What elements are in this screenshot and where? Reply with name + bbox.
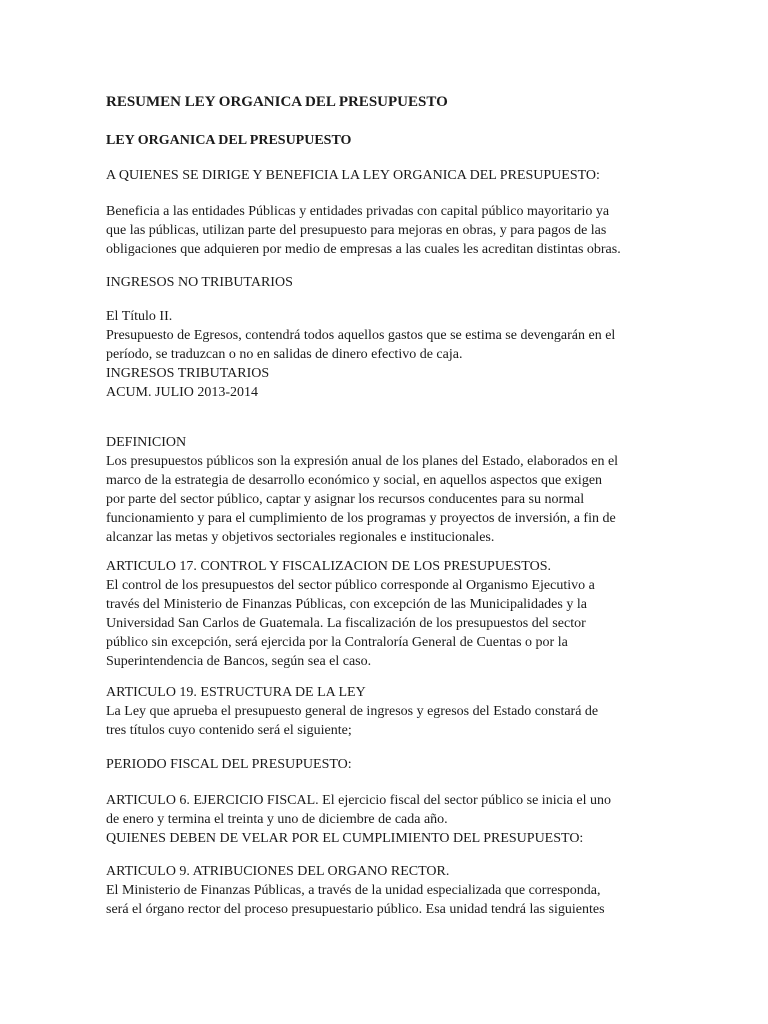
paragraph-line: obligaciones que adquieren por medio de empresas a las cuales les acreditan distintas obras. bbox=[106, 242, 621, 257]
paragraph-line: público sin excepción, será ejercida por la Contraloría General de Cuentas o por la bbox=[106, 635, 568, 650]
block-articulo-6 bbox=[106, 791, 686, 848]
paragraph-line: por parte del sector público, captar y asignar los recursos conducentes para su normal bbox=[106, 492, 585, 507]
block-definicion bbox=[106, 433, 686, 547]
paragraph-line: QUIENES DEBEN DE VELAR POR EL CUMPLIMIENTO DEL PRESUPUESTO: bbox=[106, 831, 584, 846]
paragraph-line: INGRESOS TRIBUTARIOS bbox=[106, 366, 270, 381]
paragraph-line: ARTICULO 9. ATRIBUCIONES DEL ORGANO RECTOR. bbox=[106, 864, 450, 879]
paragraph-line: ACUM. JULIO 2013-2014 bbox=[106, 385, 259, 400]
paragraph-line: de enero y termina el treinta y uno de diciembre de cada año. bbox=[106, 812, 448, 827]
heading-periodo-fiscal bbox=[106, 755, 686, 774]
paragraph-line: Presupuesto de Egresos, contendrá todos aquellos gastos que se estima se devengarán en el bbox=[106, 328, 616, 343]
paragraph-line: El Ministerio de Finanzas Públicas, a través de la unidad especializada que corresponda, bbox=[106, 883, 601, 898]
document-title bbox=[106, 93, 686, 112]
document-subtitle-text: LEY ORGANICA DEL PRESUPUESTO bbox=[106, 133, 352, 148]
block-articulo-19 bbox=[106, 683, 686, 740]
paragraph-line: Universidad San Carlos de Guatemala. La fiscalización de los presupuestos del sector bbox=[106, 616, 586, 631]
paragraph-line: Los presupuestos públicos son la expresión anual de los planes del Estado, elaborados en el bbox=[106, 454, 619, 469]
heading-dirige-text: A QUIENES SE DIRIGE Y BENEFICIA LA LEY ORGANICA DEL PRESUPUESTO: bbox=[106, 168, 600, 183]
paragraph-line: La Ley que aprueba el presupuesto general de ingresos y egresos del Estado constará de bbox=[106, 704, 599, 719]
paragraph-line: Beneficia a las entidades Públicas y entidades privadas con capital público mayoritario ya bbox=[106, 204, 610, 219]
heading-ingresos-no-tributarios bbox=[106, 273, 686, 292]
paragraph-line: tres títulos cuyo contenido será el siguiente; bbox=[106, 723, 352, 738]
paragraph-line: ARTICULO 6. EJERCICIO FISCAL. El ejercicio fiscal del sector público se inicia el uno bbox=[106, 793, 611, 808]
paragraph-line: ARTICULO 19. ESTRUCTURA DE LA LEY bbox=[106, 685, 366, 700]
paragraph-beneficia bbox=[106, 202, 686, 259]
paragraph-line: funcionamiento y para el cumplimiento de los programas y proyectos de inversión, a fin de bbox=[106, 511, 616, 526]
paragraph-line: El Título II. bbox=[106, 309, 173, 324]
paragraph-line: ARTICULO 17. CONTROL Y FISCALIZACION DE LOS PRESUPUESTOS. bbox=[106, 559, 551, 574]
paragraph-line: que las públicas, utilizan parte del presupuesto para mejoras en obras, y para pagos de las bbox=[106, 223, 607, 238]
document-subtitle bbox=[106, 131, 686, 150]
paragraph-line: DEFINICION bbox=[106, 435, 187, 450]
heading-ingresos-no-tributarios-text: INGRESOS NO TRIBUTARIOS bbox=[106, 275, 293, 290]
paragraph-line: será el órgano rector del proceso presupuestario público. Esa unidad tendrá las siguientes bbox=[106, 902, 605, 917]
paragraph-line: marco de la estrategia de desarrollo económico y social, en aquellos aspectos que exigen bbox=[106, 473, 603, 488]
paragraph-line: El control de los presupuestos del sector público corresponde al Organismo Ejecutivo a bbox=[106, 578, 595, 593]
heading-periodo-fiscal-text: PERIODO FISCAL DEL PRESUPUESTO: bbox=[106, 757, 352, 772]
document-title-text: RESUMEN LEY ORGANICA DEL PRESUPUESTO bbox=[106, 94, 448, 110]
block-titulo-ii bbox=[106, 307, 686, 402]
paragraph-line: alcanzar las metas y objetivos sectoriales regionales e institucionales. bbox=[106, 530, 495, 545]
paragraph-line: período, se traduzcan o no en salidas de dinero efectivo de caja. bbox=[106, 347, 463, 362]
paragraph-line: Superintendencia de Bancos, según sea el caso. bbox=[106, 654, 372, 669]
paragraph-line: través del Ministerio de Finanzas Públicas, con excepción de las Municipalidades y la bbox=[106, 597, 587, 612]
block-articulo-17 bbox=[106, 557, 686, 671]
block-articulo-9 bbox=[106, 862, 686, 919]
heading-dirige bbox=[106, 166, 686, 185]
